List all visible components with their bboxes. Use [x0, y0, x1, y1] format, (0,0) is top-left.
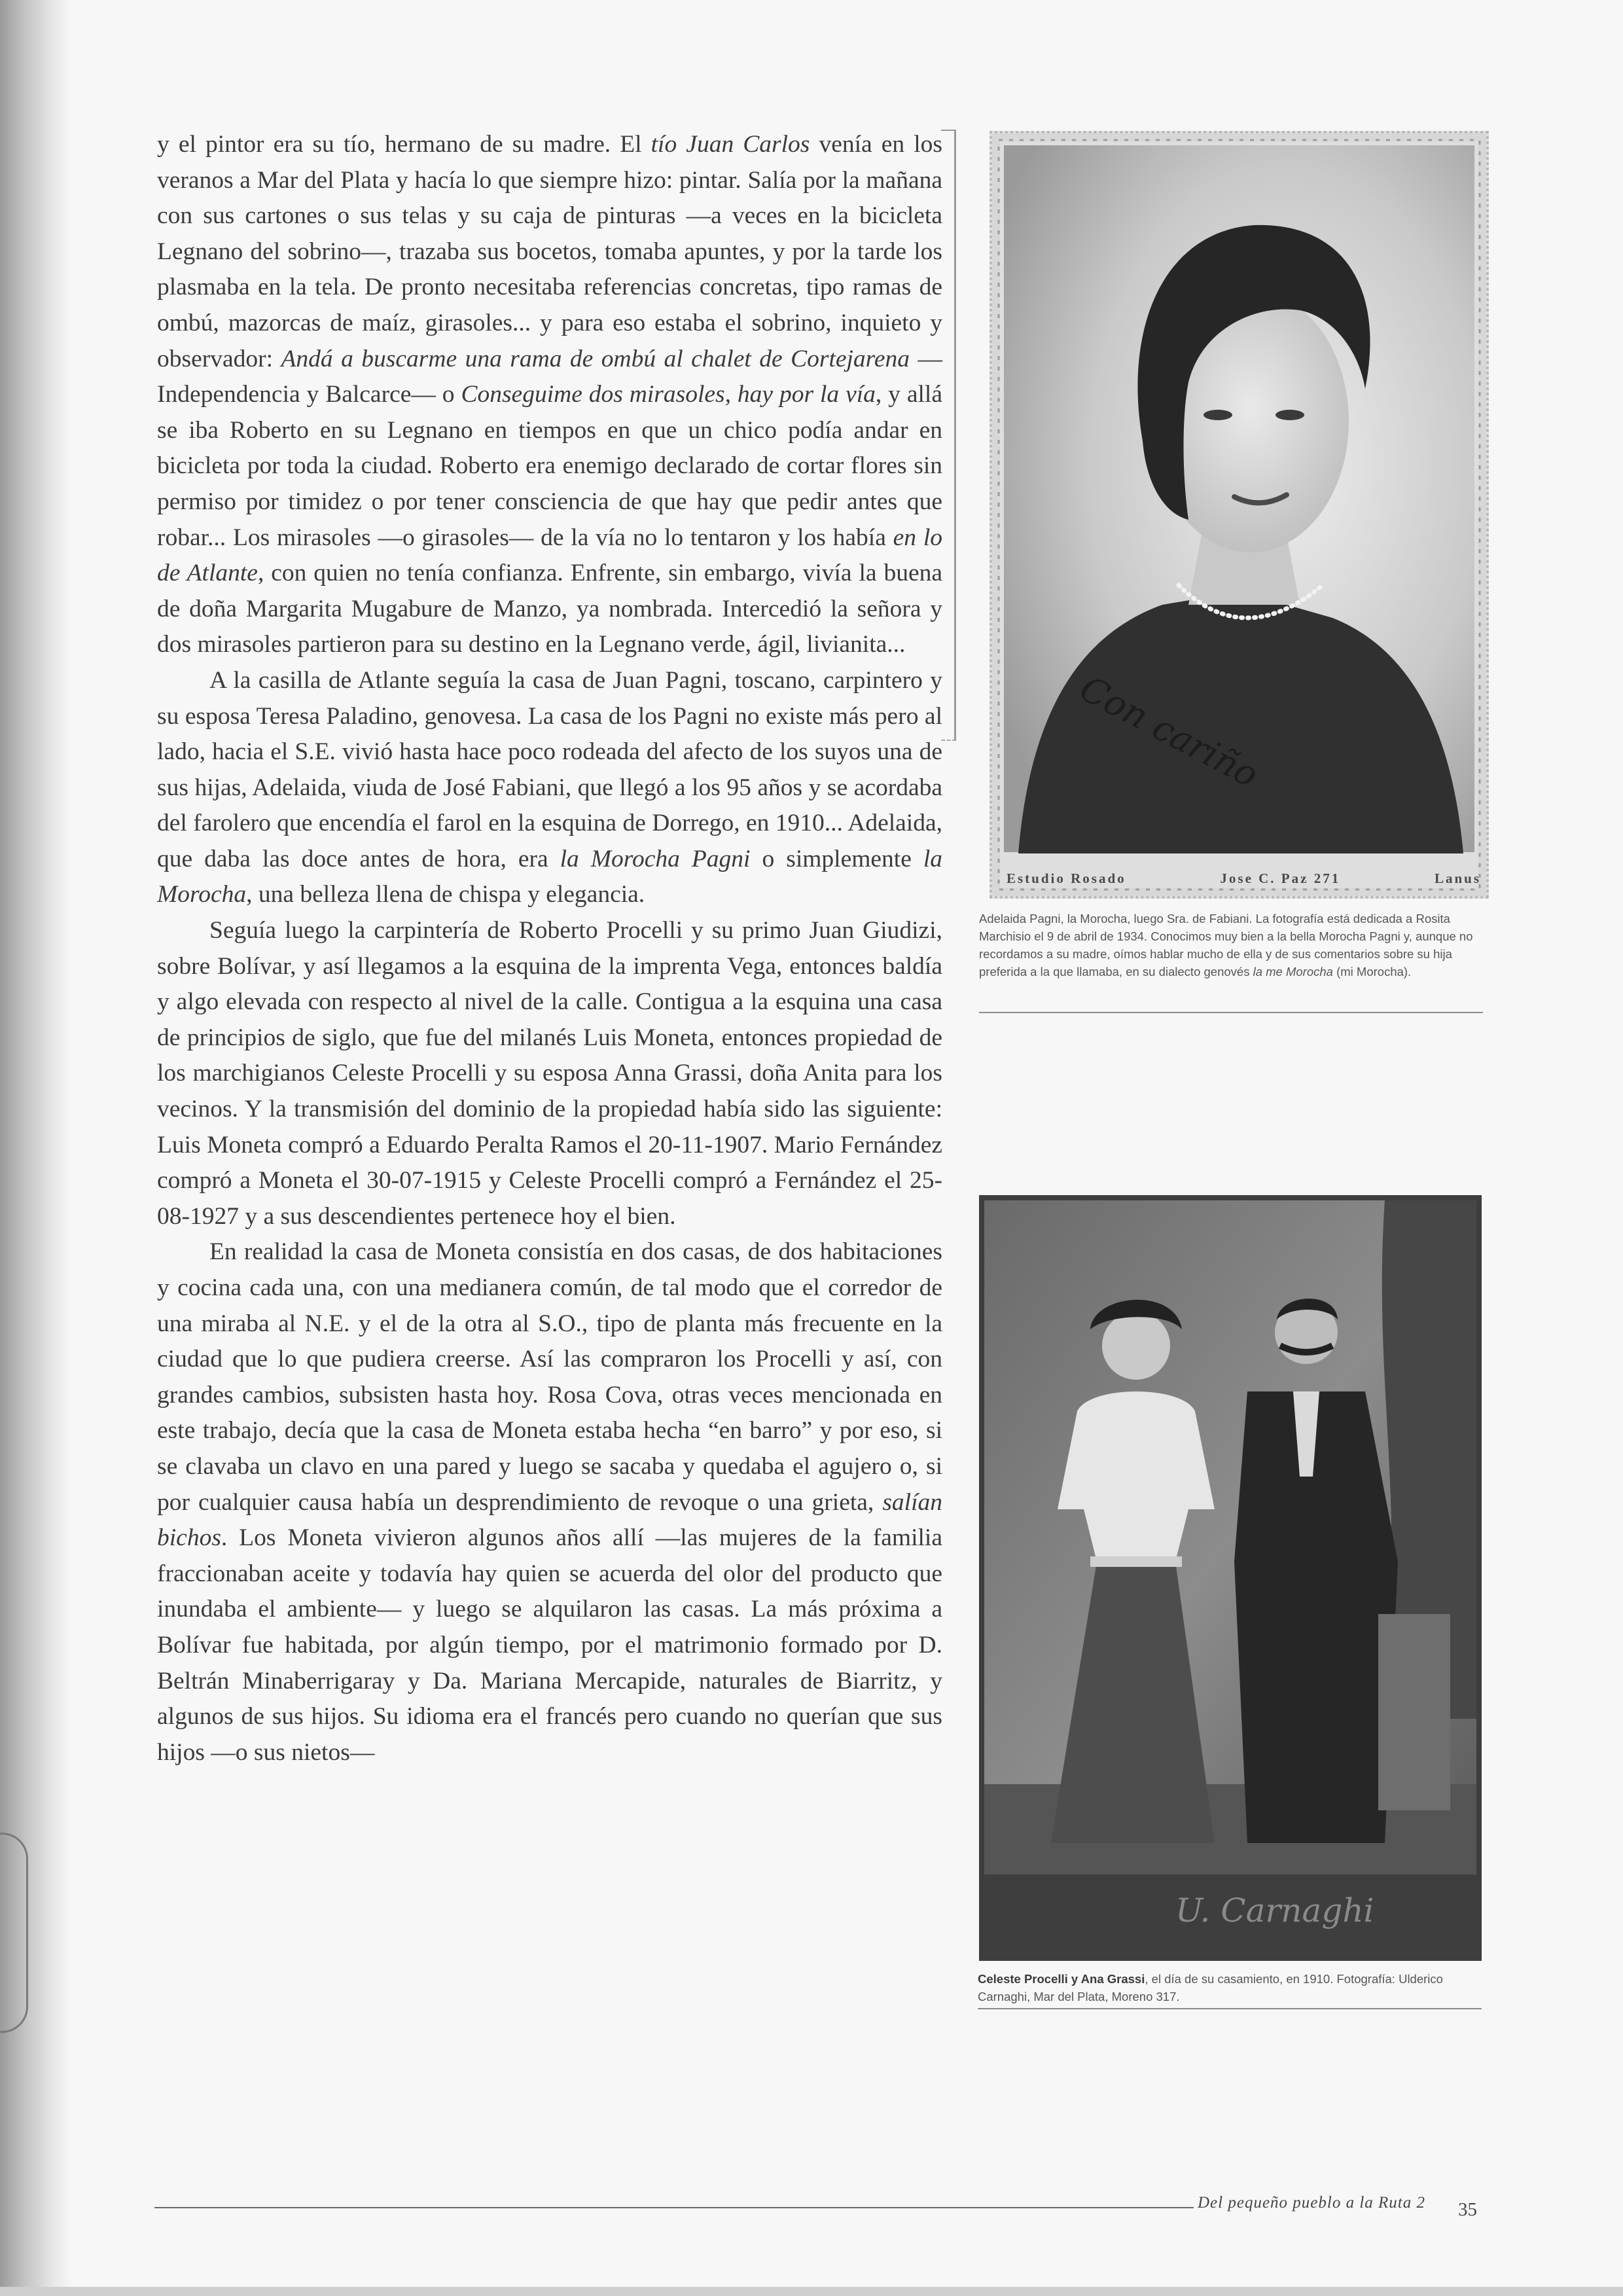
italic-text: Andá a buscarme una rama de ombú al chalet de Cortejarena [281, 345, 910, 372]
italic-text: la Morocha Pagni [560, 845, 751, 872]
italic-text: la Morocha [157, 845, 943, 908]
page-number: 35 [1458, 2199, 1477, 2220]
handwritten-dedication: Con cariño [1073, 667, 1266, 796]
photographer-signature: U. Carnaghi [1175, 1892, 1374, 1929]
paragraph: A la casilla de Atlante seguía la casa de Juan Pagni, toscano, carpintero y su esposa Teresa Paladino, genovesa. La casa de los Pagni no existe más pero al lado, hacia el S.E. vivió hasta hace poco rodeada del afecto de los suyos una de sus hijas, Adelaida, viuda de José Fabiani, que llegó a los 95 años y se acordaba del farolero que encendía el farol en la esquina de Dorrego, en 1910... Adelaida, que daba las doce antes de hora, era la Morocha Pagni o simplemente la Morocha, una belleza llena de chispa y elegancia. [157, 666, 943, 908]
paragraph: y el pintor era su tío, hermano de su madre. El tío Juan Carlos venía en los veranos a Mar del Plata y hacía lo que siempre hizo: pintar. Salía por la mañana con sus cartones o sus telas y su caja de pinturas —a veces en la bicicleta Legnano del sobrino—, trazaba sus bocetos, tomaba apuntes, y por la tarde los plasmaba en la tela. De pronto necesitaba referencias concretas, tipo ramas de ombú, mazorcas de maíz, girasoles... y para eso estaba el sobrino, inquieto y observador: Andá a buscarme una rama de ombú al chalet de Cortejarena —Independencia y Balcarce— o Conseguime dos mirasoles, hay por la vía, y allá se iba Roberto en su Legnano en tiempos en que un chico podía andar en bicicleta por toda la ciudad. Roberto era enemigo declarado de cortar flores sin permiso por timidez o por tener consciencia de que hay que pedir antes que robar... Los mirasoles —o girasoles— de la vía no lo tentaron y los había en lo de Atlante, con quien no tenía confianza. Enfrente, sin embargo, vivía la buena de doña Margarita Mugabure de Manzo, ya nombrada. Intercedió la señora y dos mirasoles partieron para su destino en la Legnano verde, ágil, livianita... [157, 131, 942, 658]
caption-rule [979, 1012, 1483, 1013]
italic-text: Conseguime dos mirasoles, hay por la vía [461, 381, 876, 408]
caption-rule [978, 2008, 1482, 2009]
studio-address: Jose C. Paz 271 [1220, 870, 1341, 886]
photo-caption: Celeste Procelli y Ana Grassi, el día de su casamiento, en 1910. Fotografía: Ulderico Carnaghi, Mar del Plata, Moreno 317. [978, 1972, 1443, 2003]
portrait-image [992, 134, 1486, 896]
studio-name: Estudio Rosado [1007, 870, 1126, 886]
photo-caption: Adelaida Pagni, la Morocha, luego Sra. de Fabiani. La fotografía está dedicada a Rosita Marchisio el 9 de abril de 1934. Conocimos muy bien a la bella Morocha Pagni y, aunque no recordamos a su madre, oímos hablar mucho de ella y de sus comentarios sobre su hija preferida a la que llamaba, en su dialecto genovés la me Morocha (mi Morocha). [979, 912, 1473, 978]
paragraph: En realidad la casa de Moneta consistía en dos casas, de dos habitaciones y cocina cada una, con una medianera común, de tal modo que el corredor de una miraba al N.E. y el de la otra al S.O., tipo de planta más frecuente en la ciudad que lo que pudiera creerse. Así las compraron los Procelli y así, con grandes cambios, subsisten hasta hoy. Rosa Cova, otras veces mencionada en este trabajo, decía que la casa de Moneta estaba hecha “en barro” y por eso, si se clavaba un clavo en una pared y luego se sacaba y quedaba el agujero o, si por cualquier causa había un desprendimiento de revoque o una grieta, salían bichos. Los Moneta vivieron algunos años allí —las mujeres de la familia fraccionaban aceite y todavía hay quien se acuerda del olor del producto que inundaba el ambiente— y luego se alquilaron las casas. La más próxima a Bolívar fue habitada, por algún tiempo, por el matrimonio formado por D. Beltrán Minaberrigaray y Da. Mariana Mercapide, naturales de Biarritz, y algunos de sus hijos. Su idioma era el francés pero cuando no querían que sus hijos —o sus nietos— [157, 1238, 942, 1766]
wedding-image [979, 1195, 1482, 1961]
margin-bracket-mark [0, 1833, 28, 2033]
italic-text: en lo de Atlante [157, 524, 942, 587]
italic-text: la me Morocha [1253, 965, 1333, 978]
paragraph: Seguía luego la carpintería de Roberto Procelli y su primo Juan Giudizi, sobre Bolívar, y así llegamos a la esquina de la imprenta Vega, entonces baldía y algo elevada con respecto al nivel de la calle. Contigua a la esquina una casa de principios de siglo, que fue del milanés Luis Moneta, entonces propiedad de los marchigianos Celeste Procelli y su esposa Anna Grassi, doña Anita para los vecinos. Y la transmisión del dominio de la propiedad había sido las siguiente: Luis Moneta compró a Eduardo Peralta Ramos el 20-11-1907. Mario Fernández compró a Moneta el 30-07-1915 y Celeste Procelli compró a Fernández el 25-08-1927 y a sus descendientes pertenece hoy el bien. [157, 917, 942, 1230]
footer-rule [154, 2207, 1194, 2208]
portrait-photo [990, 131, 1489, 899]
page-edge [0, 2287, 1623, 2296]
italic-text: tío Juan Carlos [651, 131, 810, 158]
body-text-column [157, 127, 942, 1770]
text-bracket-mark [941, 130, 956, 741]
studio-imprint [1007, 865, 1481, 891]
italic-text: salían bichos [157, 1488, 942, 1552]
studio-city: Lanus [1434, 870, 1481, 886]
bold-text: Celeste Procelli y Ana Grassi [978, 1972, 1145, 1986]
wedding-photo [979, 1195, 1482, 1961]
running-footer-title: Del pequeño pueblo a la Ruta 2 [1198, 2194, 1425, 2212]
